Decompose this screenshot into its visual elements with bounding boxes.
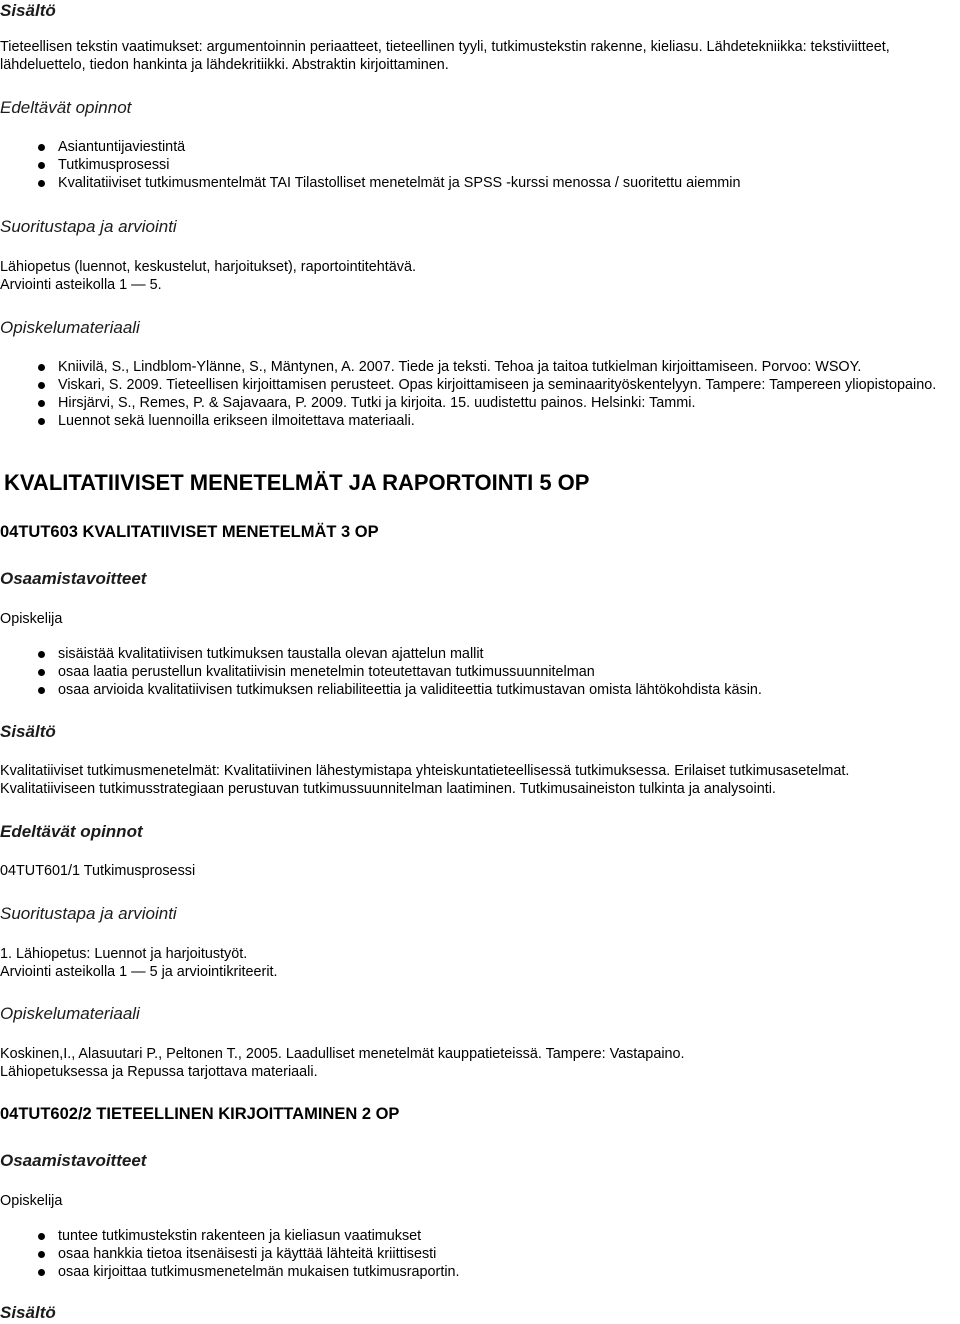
paragraph-line: Lähiopetus (luennot, keskustelut, harjoitukset), raportointitehtävä.	[0, 259, 416, 275]
section-heading-material: Opiskelumateriaali	[0, 318, 140, 337]
section-heading-sisalto: Sisältö	[0, 1303, 56, 1322]
section-heading-method: Suoritustapa ja arviointi	[0, 904, 177, 923]
sisalto-paragraph	[0, 38, 960, 74]
paragraph-line: Koskinen,I., Alasuutari P., Peltonen T., 2005. Laadulliset menetelmät kauppatieteissä. Tampere: Vastapaino.	[0, 1046, 685, 1062]
course-title: 04TUT603 KVALITATIIVISET MENETELMÄT 3 OP	[0, 523, 379, 541]
paragraph-line: Arviointi asteikolla 1 — 5 ja arviointikriteerit.	[0, 964, 278, 980]
section-heading-sisalto: Sisältö	[0, 1, 56, 20]
goals-list	[0, 645, 960, 699]
section-heading-prerequisites: Edeltävät opinnot	[0, 98, 132, 117]
section-heading-material: Opiskelumateriaali	[0, 1004, 140, 1023]
list-item: Kvalitatiiviset tutkimusmentelmät TAI Tilastolliset menetelmät ja SPSS -kurssi menossa / suoritettu aiemmin	[0, 174, 960, 192]
sisalto-paragraph	[0, 762, 960, 798]
section-heading-sisalto: Sisältö	[0, 722, 56, 741]
list-item: osaa kirjoittaa tutkimusmenetelmän mukaisen tutkimusraportin.	[0, 1263, 960, 1281]
list-item: osaa hankkia tietoa itsenäisesti ja käyttää lähteitä kriittisesti	[0, 1245, 960, 1263]
material-list	[0, 358, 940, 430]
list-item: Kniivilä, S., Lindblom-Ylänne, S., Mäntynen, A. 2007. Tiede ja teksti. Tehoa ja taitoa tutkielman kirjoittamiseen. Porvoo: WSOY.	[0, 358, 940, 376]
paragraph-line: Arviointi asteikolla 1 — 5.	[0, 277, 162, 293]
paragraph-line: 1. Lähiopetus: Luennot ja harjoitustyöt.	[0, 946, 248, 962]
list-item: Hirsjärvi, S., Remes, P. & Sajavaara, P. 2009. Tutki ja kirjoita. 15. uudistettu painos. Helsinki: Tammi.	[0, 394, 940, 412]
list-item: osaa laatia perustellun kvalitatiivisin menetelmin toteutettavan tutkimussuunnitelman	[0, 663, 960, 681]
material-paragraph	[0, 1045, 960, 1081]
list-item: osaa arvioida kvalitatiivisen tutkimuksen reliabiliteettia ja validiteettia tutkimustavan omista lähtökohdista käsin.	[0, 681, 960, 699]
method-paragraph	[0, 258, 960, 294]
list-item: Tutkimusprosessi	[0, 156, 960, 174]
list-item: sisäistää kvalitatiivisen tutkimuksen taustalla olevan ajattelun mallit	[0, 645, 960, 663]
goals-list	[0, 1227, 960, 1281]
section-heading-goals: Osaamistavoitteet	[0, 569, 147, 588]
prerequisites-list	[0, 138, 960, 192]
list-item: Luennot sekä luennoilla erikseen ilmoitettava materiaali.	[0, 412, 940, 430]
list-item: Asiantuntijaviestintä	[0, 138, 960, 156]
student-label: Opiskelija	[0, 611, 63, 627]
paragraph-line: Kvalitatiiviset tutkimusmenetelmät: Kvalitatiivinen lähestymistapa yhteiskuntatieteellisessä tutkimuksessa. Erilaiset tutkimusasetelmat.	[0, 763, 850, 779]
main-title: KVALITATIIVISET MENETELMÄT JA RAPORTOINTI 5 OP	[4, 470, 590, 495]
course-title: 04TUT602/2 TIETEELLINEN KIRJOITTAMINEN 2 OP	[0, 1105, 400, 1123]
list-item: Viskari, S. 2009. Tieteellisen kirjoittamisen perusteet. Opas kirjoittamiseen ja seminaarityöskentelyyn. Tampere: Tampereen yliopistopaino.	[0, 376, 940, 394]
paragraph-line: Kvalitatiiviseen tutkimusstrategiaan perustuvan tutkimussuunnitelman laatiminen. Tutkimusaineiston tulkinta ja analysointi.	[0, 781, 776, 797]
paragraph-line: Lähiopetuksessa ja Repussa tarjottava materiaali.	[0, 1064, 318, 1080]
section-heading-prerequisites: Edeltävät opinnot	[0, 822, 143, 841]
paragraph-line: Tieteellisen tekstin vaatimukset: argumentoinnin periaatteet, tieteellinen tyyli, tutkimustekstin rakenne, kieliasu. Lähdetekniikka: tekstiviitteet,	[0, 39, 890, 55]
student-label: Opiskelija	[0, 1193, 63, 1209]
section-heading-method: Suoritustapa ja arviointi	[0, 217, 177, 236]
prerequisites-text: 04TUT601/1 Tutkimusprosessi	[0, 863, 196, 879]
method-paragraph	[0, 945, 960, 981]
section-heading-goals: Osaamistavoitteet	[0, 1151, 147, 1170]
paragraph-line: lähdeluettelo, tiedon hankinta ja lähdekritiikki. Abstraktin kirjoittaminen.	[0, 57, 449, 73]
list-item: tuntee tutkimustekstin rakenteen ja kieliasun vaatimukset	[0, 1227, 960, 1245]
